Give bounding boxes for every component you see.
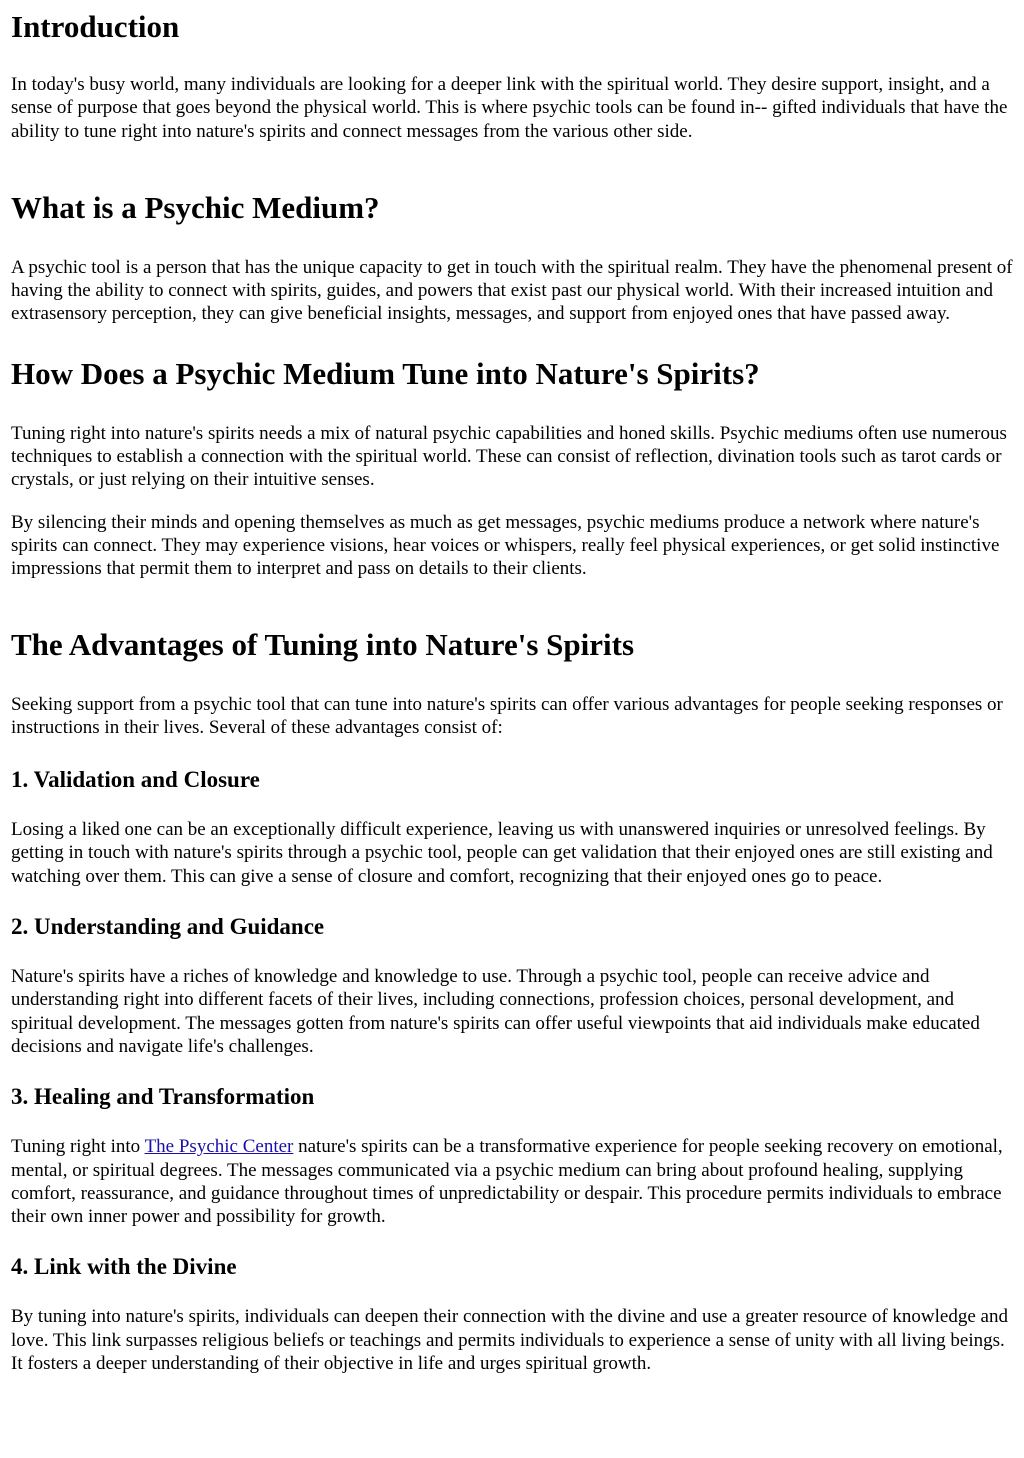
article xyxy=(0,9,1024,1375)
heading-introduction: Introduction xyxy=(11,9,180,44)
paragraph-how-silencing: By silencing their minds and opening themselves as much as get messages, psychic mediums produce a network where nature's spirits can connect. They may experience visions, hear voices or whispers, really feel physical experiences, or get solid instinctive impressions that permit them to interpret and pass on details to their clients. xyxy=(11,511,1000,580)
paragraph-how-techniques: Tuning right into nature's spirits needs a mix of natural psychic capabilities and honed skills. Psychic mediums often use numerous techniques to establish a connection with the spiritual world. These can consist of reflection, divination tools such as tarot cards or crystals, or just relying on their intuitive senses. xyxy=(11,422,1007,491)
paragraph-understanding-guidance: Nature's spirits have a riches of knowledge and knowledge to use. Through a psychic tool, people can receive advice and understanding right into different facets of their lives, including connections, profession choices, personal development, and spiritual development. The messages gotten from nature's spirits can offer useful viewpoints that aid individuals make educated decisions and navigate life's challenges. xyxy=(11,966,980,1057)
paragraph-text-after-link: nature's spirits can be a transformative experience for people seeking recovery on emotional, mental, or spiritual degrees. The messages communicated via a psychic medium can bring about profound healing, supplying comfort, reassurance, and guidance throughout times of unpredictability or despair. This procedure permits individuals to embrace their own inner power and possibility for growth. xyxy=(11,1136,1003,1228)
paragraph-introduction: In today's busy world, many individuals are looking for a deeper link with the spiritual world. They desire support, insight, and a sense of purpose that goes beyond the physical world. This is where psychic tools can be found in-- gifted individuals that have the ability to tune right into nature's spirits and connect messages from the various other side. xyxy=(11,74,1008,142)
paragraph-healing-transformation xyxy=(11,1135,1014,1228)
paragraph-text-before-link: Tuning right into xyxy=(11,1136,145,1158)
subheading-understanding-guidance: 2. Understanding and Guidance xyxy=(11,914,325,940)
paragraph-link-with-divine: By tuning into nature's spirits, individuals can deepen their connection with the divine and use a greater resource of knowledge and love. This link surpasses religious beliefs or teachings and permits individuals to experience a sense of unity with all living beings. It fosters a deeper understanding of their objective in life and urges spiritual growth. xyxy=(11,1306,1008,1375)
heading-advantages: The Advantages of Tuning into Nature's Spirits xyxy=(11,626,635,662)
subheading-healing-transformation: 3. Healing and Transformation xyxy=(11,1084,315,1110)
heading-how-medium-tunes: How Does a Psychic Medium Tune into Nature's Spirits? xyxy=(11,355,760,391)
paragraph-what-is-psychic-medium: A psychic tool is a person that has the unique capacity to get in touch with the spiritual realm. They have the phenomenal present of having the ability to connect with spirits, guides, and powers that exist past our physical world. With their increased intuition and extrasensory perception, they can give beneficial insights, messages, and support from enjoyed ones that have passed away. xyxy=(11,256,1013,325)
paragraph-advantages-intro: Seeking support from a psychic tool that can tune into nature's spirits can offer various advantages for people seeking responses or instructions in their lives. Several of these advantages consist of: xyxy=(11,693,1003,738)
psychic-center-link[interactable]: The Psychic Center xyxy=(144,1136,294,1158)
paragraph-validation-closure: Losing a liked one can be an exceptionally difficult experience, leaving us with unanswered inquiries or unresolved feelings. By getting in touch with nature's spirits through a psychic tool, people can get validation that their enjoyed ones are still existing and watching over them. This can give a sense of closure and comfort, recognizing that their enjoyed ones go to peace. xyxy=(11,819,993,887)
subheading-validation-closure: 1. Validation and Closure xyxy=(11,767,260,793)
heading-what-is-psychic-medium: What is a Psychic Medium? xyxy=(11,189,380,225)
subheading-link-with-divine: 4. Link with the Divine xyxy=(11,1254,237,1280)
